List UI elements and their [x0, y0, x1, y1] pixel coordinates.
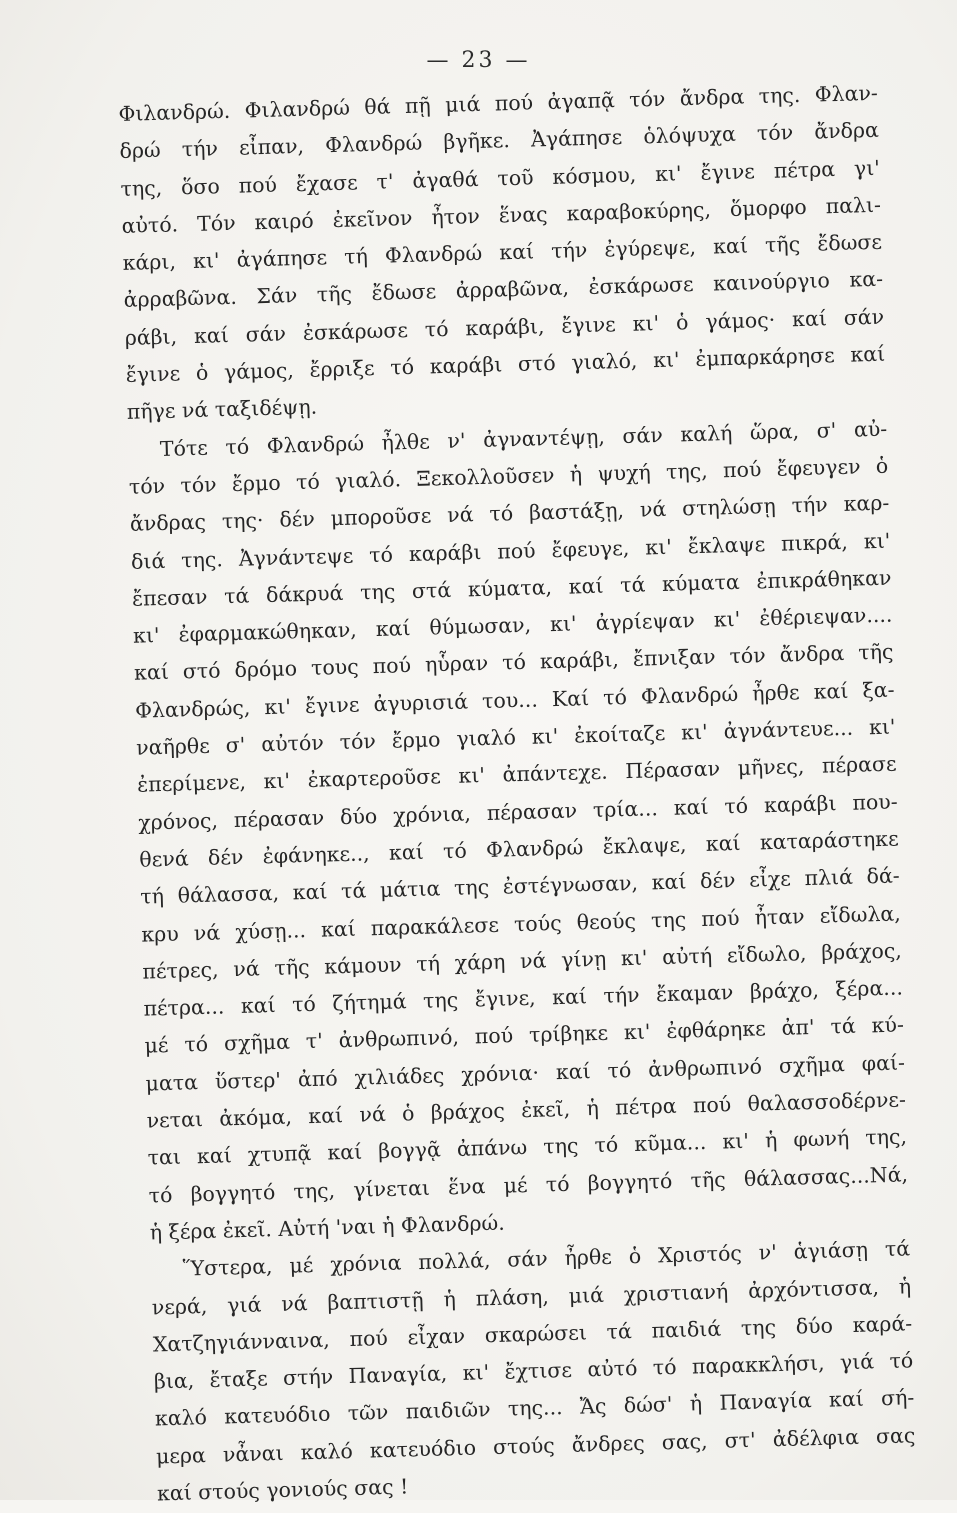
text-line: της, ὅσο πού ἔχασε τ' ἀγαθά τοῦ κόσμου, κι' ἔγινε πέτρα γι'	[120, 155, 881, 201]
text-line: καί στό δρόμο τους πού ηὗραν τό καράβι, ἔπνιξαν τόν ἄνδρα τῆς	[133, 640, 894, 686]
text-line: μερα νἆναι καλό κατευόδιο στούς ἄνδρες σας, στ' ἀδέλφια σας	[155, 1422, 916, 1469]
text-line: δρώ τήν εἶπαν, Φλανδρώ βγῆκε. Ἀγάπησε ὁλόψυχα τόν ἄνδρα	[119, 118, 880, 164]
text-line: ἀρραβῶνα. Σάν τῆς ἔδωσε ἀρραβῶνα, ἐσκάρωσε καινούργιο κα-	[123, 267, 884, 313]
text-line: καί στούς γονιούς σας !	[156, 1474, 409, 1506]
text-line: αὐτό. Τόν καιρό ἐκεῖνον ἦτον ἕνας καραβοκύρης, ὅμορφο παλι-	[121, 192, 882, 238]
text-line: ἄνδρας της· δέν μποροῦσε νά τό βαστάξῃ, νά στηλώσῃ τήν καρ-	[129, 490, 890, 537]
text-line: κάρι, κι' ἀγάπησε τή Φλανδρώ καί τήν ἐγύρεψε, καί τῆς ἔδωσε	[122, 229, 883, 276]
text-line: κρυ νά χύσῃ... καί παρακάλεσε τούς θεούς της πού ἦταν εἴδωλα,	[141, 901, 902, 947]
text-line: θενά δέν ἐφάνηκε.., καί τό Φλανδρώ ἔκλαψε, καί καταράστηκε	[138, 826, 899, 872]
text-line: ναῆρθε σ' αὐτόν τόν ἔρμο γιαλό κι' ἐκοίταζε κι' ἀγνάντευε... κι'	[135, 714, 896, 760]
text-line: τή θάλασσα, καί τά μάτια της ἐστέγνωσαν, καί δέν εἶχε πλιά δά-	[140, 863, 901, 909]
text-line: διά της. Ἀγνάντεψε τό καράβι πού ἔφευγε, κι' ἔκλαψε πικρά, κι'	[130, 528, 891, 574]
text-line: Φλανδρώς, κι' ἔγινε ἀγυρισιά του... Καί τό Φλανδρώ ἦρθε καί ξα-	[134, 677, 895, 723]
text-line: τό βογγητό της, γίνεται ἕνα μέ τό βογγητό τῆς θάλασσας...Νά,	[148, 1161, 909, 1208]
text-line: κι' ἐφαρμακώθηκαν, καί θύμωσαν, κι' ἀγρίεψαν κι' ἐθέριεψαν....	[132, 602, 893, 648]
text-line: πῆγε νά ταξιδέψῃ.	[126, 394, 318, 425]
text-line: ἔγινε ὁ γάμος, ἔρριξε τό καράβι στό γιαλό, κι' ἐμπαρκάρησε καί	[125, 341, 886, 387]
text-line: Ὕστερα, μέ χρόνια πολλά, σάν ἦρθε ὁ Χριστός ν' ἁγιάσῃ τά	[182, 1236, 911, 1281]
text-line: ται καί χτυπᾷ καί βογγᾷ ἀπάνω της τό κῦμα... κι' ἡ φωνή της,	[147, 1124, 908, 1170]
text-line: ἐπερίμενε, κι' ἐκαρτεροῦσε κι' ἀπάντεχε. Πέρασαν μῆνες, πέρασε	[136, 751, 897, 798]
text-line: χρόνος, πέρασαν δύο χρόνια, πέρασαν τρία... καί τό καράβι που-	[137, 789, 898, 835]
text-line: μέ τό σχῆμα τ' ἀνθρωπινό, πού τρίβηκε κι' ἐφθάρηκε ἀπ' τά κύ-	[144, 1012, 905, 1059]
text-line: Φιλανδρώ. Φιλανδρώ θά πῇ μιά πού ἀγαπᾷ τόν ἄνδρα της. Φλαν-	[118, 80, 879, 126]
text-line: βια, ἔταξε στήν Παναγία, κι' ἔχτισε αὐτό τό παρακκλήσι, γιά τό	[153, 1348, 914, 1394]
text-line: καλό κατευόδιο τῶν παιδιῶν της... Ἄς δώσ' ἡ Παναγία καί σή-	[154, 1385, 915, 1431]
text-line: πέτρες, νά τῆς κάμουν τή χάρη νά γίνῃ κι' αὐτή εἴδωλο, βράχος,	[142, 938, 903, 984]
text-line: ράβι, καί σάν ἐσκάρωσε τό καράβι, ἔγινε κι' ὁ γάμος· καί σάν	[124, 304, 885, 350]
text-line: πέτρα... καί τό ζήτημά της ἔγινε, καί τήν ἔκαμαν βράχο, ξέρα...	[143, 975, 904, 1021]
body-text	[118, 75, 927, 1513]
text-line: ἡ ξέρα ἐκεῖ. Αὐτή 'ναι ἡ Φλανδρώ.	[149, 1210, 506, 1245]
text-line: Χατζηγιάνναινα, πού εἶχαν σκαρώσει τά παιδιά της δύο καρά-	[152, 1311, 913, 1357]
text-line: νερά, γιά νά βαπτιστῇ ἡ πλάση, μιά χριστιανή ἀρχόντισσα, ἡ	[151, 1273, 912, 1320]
text-line: τόν τόν ἔρμο τό γιαλό. Ξεκολλοῦσεν ἡ ψυχή της, πού ἔφευγεν ὁ	[128, 453, 889, 499]
text-line: ματα ὕστερ' ἀπό χιλιάδες χρόνια· καί τό ἀνθρωπινό σχῆμα φαί-	[145, 1050, 906, 1096]
text-line: νεται ἀκόμα, καί νά ὁ βράχος ἐκεῖ, ἡ πέτρα πού θαλασσοδέρνε-	[146, 1087, 907, 1133]
text-line: ἔπεσαν τά δάκρυά της στά κύματα, καί τά κύματα ἐπικράθηκαν	[131, 565, 892, 611]
page-number: — 23 —	[426, 48, 531, 73]
text-line: Τότε τό Φλανδρώ ἦλθε ν' ἀγναντέψῃ, σάν καλή ὥρα, σ' αὐ-	[159, 416, 888, 461]
